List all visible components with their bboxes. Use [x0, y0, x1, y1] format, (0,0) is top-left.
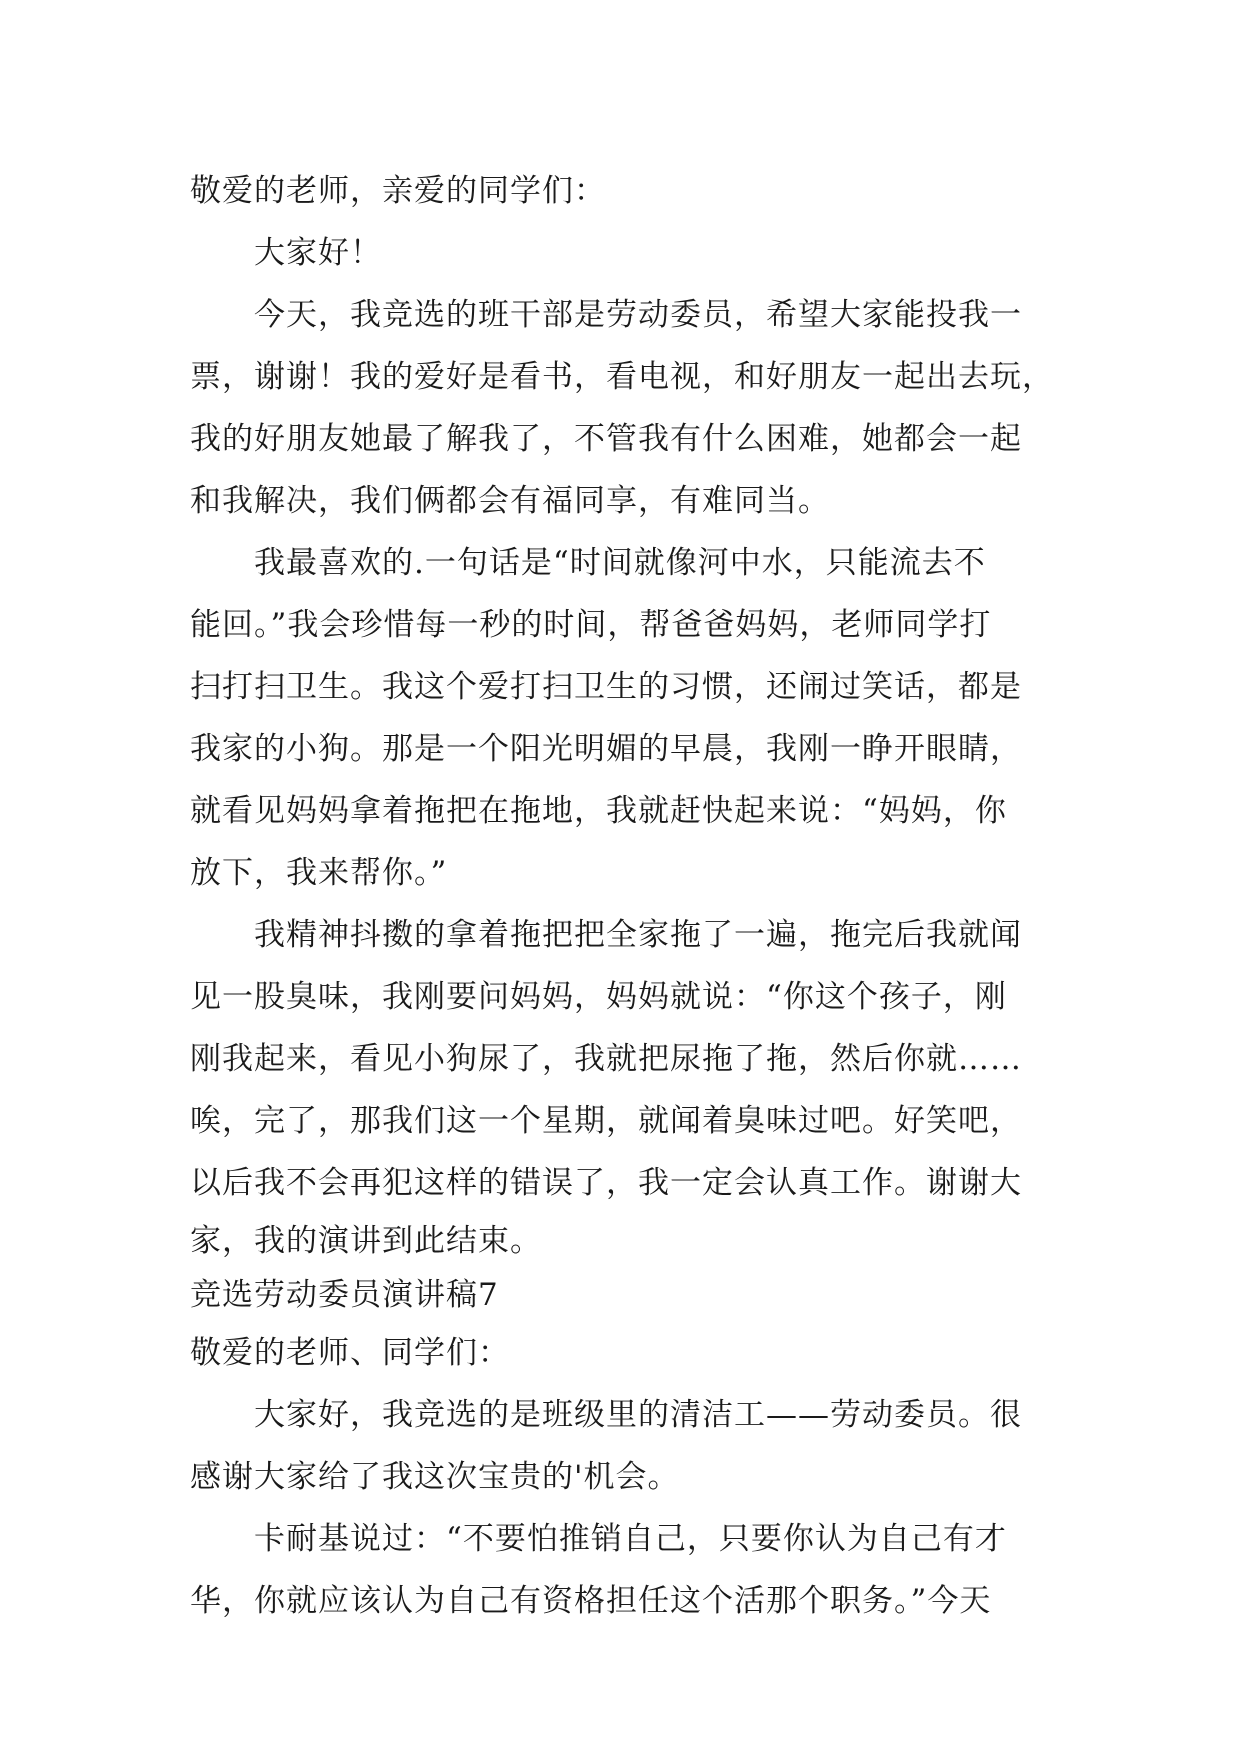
- salutation: 敬爱的老师，亲爱的同学们：: [190, 173, 606, 209]
- salutation: 敬爱的老师、同学们：: [190, 1335, 510, 1371]
- greeting: 大家好！: [254, 235, 382, 271]
- paragraph-line: 扫打扫卫生。我这个爱打扫卫生的习惯，还闹过笑话，都是: [190, 669, 1022, 705]
- paragraph-line: 见一股臭味，我刚要问妈妈，妈妈就说：“你这个孩子，刚: [190, 979, 1007, 1015]
- paragraph-line: 家，我的演讲到此结束。: [190, 1223, 542, 1259]
- paragraph-line: 能回。”我会珍惜每一秒的时间，帮爸爸妈妈，老师同学打: [190, 607, 992, 643]
- paragraph-line: 就看见妈妈拿着拖把在拖地，我就赶快起来说：“妈妈，你: [190, 793, 1007, 829]
- paragraph-line: 我最喜欢的.一句话是“时间就像河中水，只能流去不: [254, 545, 986, 581]
- paragraph-line: 华，你就应该认为自己有资格担任这个活那个职务。”今天: [190, 1583, 992, 1619]
- section-title: 竞选劳动委员演讲稿7: [190, 1277, 499, 1313]
- paragraph-line: 和我解决，我们俩都会有福同享，有难同当。: [190, 483, 830, 519]
- paragraph-line: 卡耐基说过：“不要怕推销自己，只要你认为自己有才: [254, 1521, 1007, 1557]
- paragraph-line: 我精神抖擞的拿着拖把把全家拖了一遍，拖完后我就闻: [254, 917, 1022, 953]
- paragraph-line: 票，谢谢！我的爱好是看书，看电视，和好朋友一起出去玩，: [190, 359, 1054, 395]
- paragraph-line: 大家好，我竞选的是班级里的清洁工——劳动委员。很: [254, 1397, 1022, 1433]
- paragraph-line: 刚我起来，看见小狗尿了，我就把尿拖了拖，然后你就……: [190, 1041, 1022, 1077]
- paragraph-line: 我家的小狗。那是一个阳光明媚的早晨，我刚一睁开眼睛，: [190, 731, 1022, 767]
- paragraph-line: 以后我不会再犯这样的错误了，我一定会认真工作。谢谢大: [190, 1165, 1022, 1201]
- paragraph-line: 感谢大家给了我这次宝贵的'机会。: [190, 1459, 680, 1495]
- paragraph-line: 放下，我来帮你。”: [190, 855, 448, 891]
- paragraph-line: 我的好朋友她最了解我了，不管我有什么困难，她都会一起: [190, 421, 1022, 457]
- paragraph-line: 唉，完了，那我们这一个星期，就闻着臭味过吧。好笑吧，: [190, 1103, 1022, 1139]
- document-body: [190, 160, 1070, 1632]
- paragraph-line: 今天，我竞选的班干部是劳动委员，希望大家能投我一: [254, 297, 1022, 333]
